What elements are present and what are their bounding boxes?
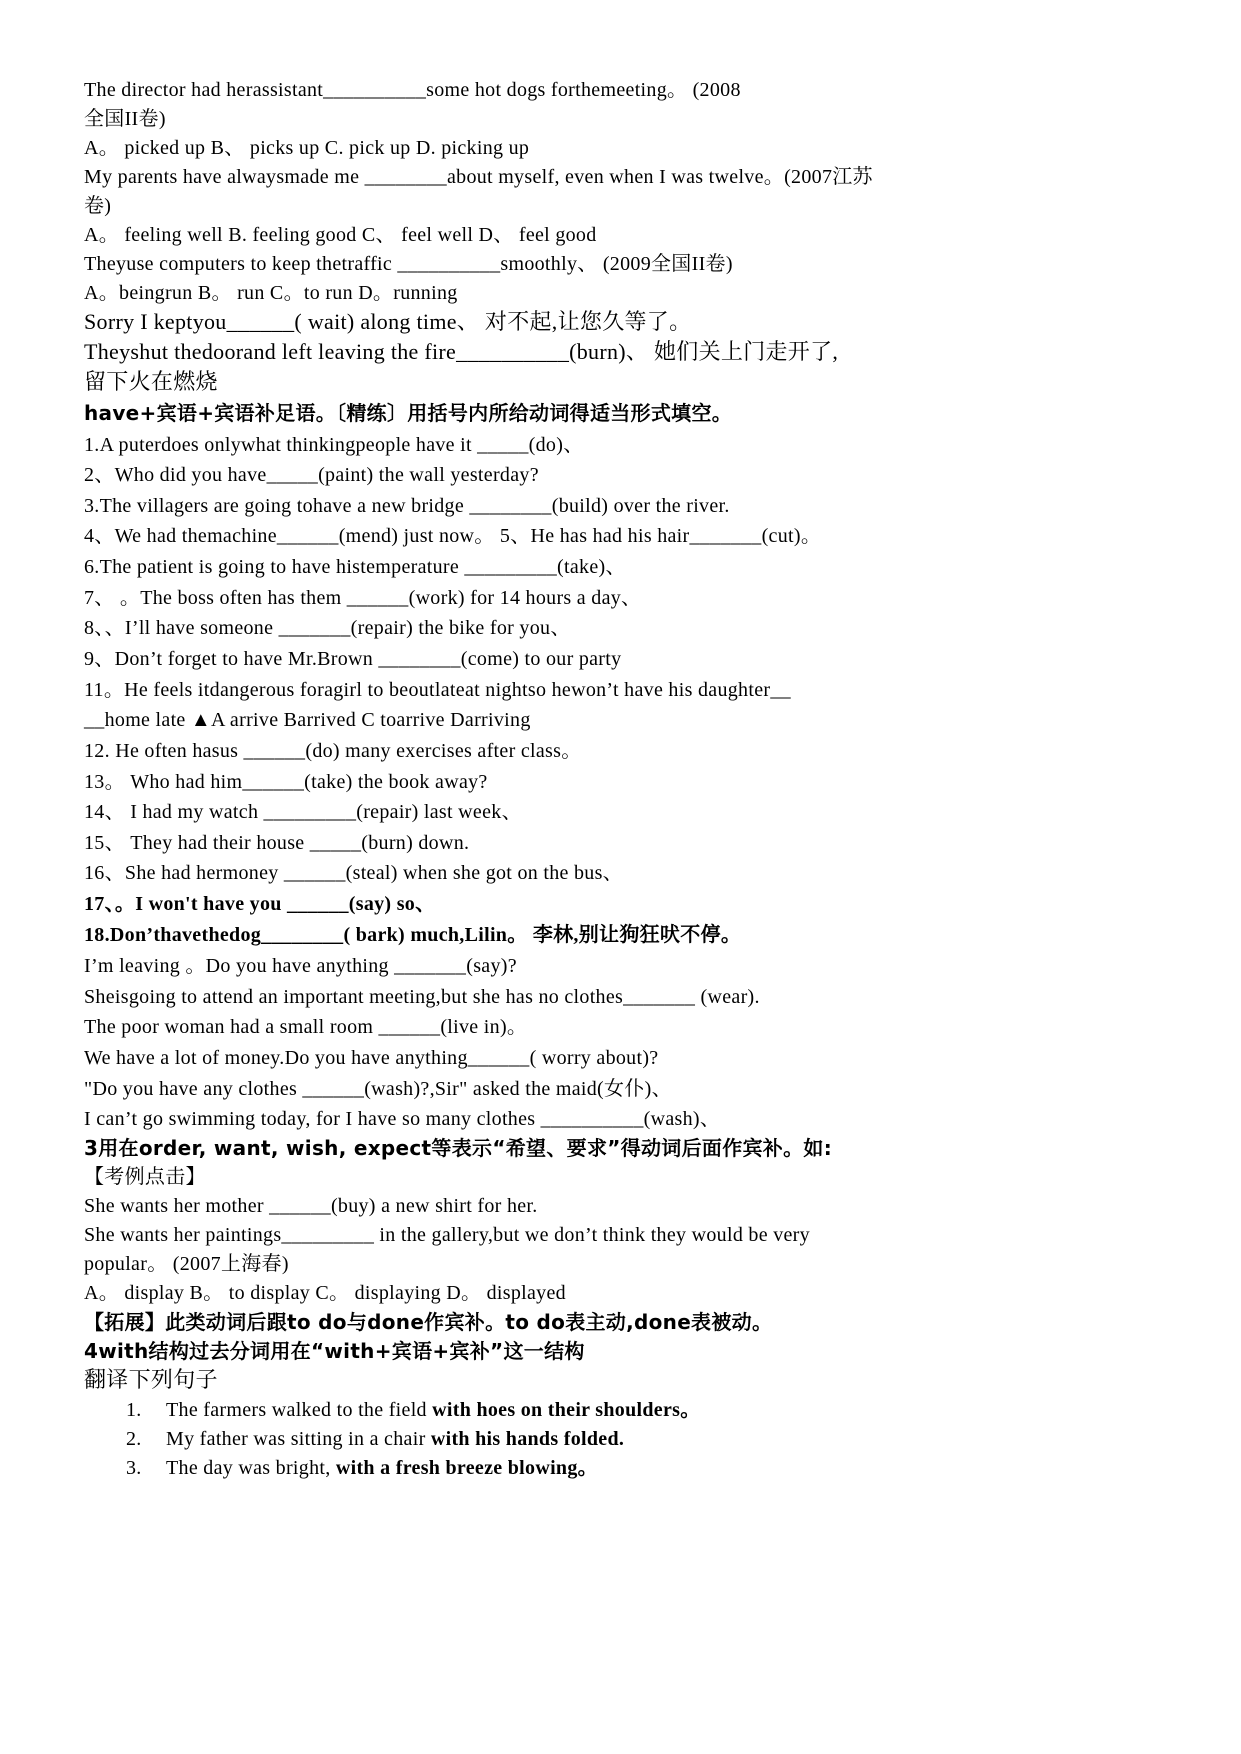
answer-options: __home late ▲A arrive Barrived C toarrive Darriving xyxy=(84,709,531,731)
question-source: 全国II卷) xyxy=(84,108,166,130)
answer-options: A。 feeling well B. feeling good C、 feel well D、 feel good xyxy=(84,224,597,246)
section-subheading: 翻译下列句子 xyxy=(84,1367,218,1392)
example-sentence: Theyshut thedoorand left leaving the fire__________(burn)、 她们关上门走开了, xyxy=(84,339,839,364)
translate-item xyxy=(126,1455,1181,1481)
item-number: 3. xyxy=(126,1457,142,1479)
item-number: 2. xyxy=(126,1428,142,1450)
question-line: The director had herassistant__________some hot dogs forthemeeting。 (2008 xyxy=(84,79,741,101)
item-emphasis: with hoes on their shoulders。 xyxy=(432,1399,701,1421)
section-subheading: 【考例点击】 xyxy=(84,1166,206,1188)
exercise-item: 8、、I’ll have someone _______(repair) the bike for you、 xyxy=(84,617,571,639)
exercise-item: 14、 I had my watch _________(repair) last week、 xyxy=(84,801,522,823)
item-text: The day was bright, xyxy=(166,1457,336,1479)
exercise-item: 18.Don’thavethedog________( bark) much,Lilin。 李林,别让狗狂吠不停。 xyxy=(84,924,742,946)
exercise-item: 2、Who did you have_____(paint) the wall yesterday? xyxy=(84,464,539,486)
exercise-item: 12. He often hasus ______(do) many exercises after class。 xyxy=(84,740,582,762)
example-sentence: Sorry I keptyou______( wait) along time、 对不起,让您久等了。 xyxy=(84,309,692,334)
exercise-item: 11。He feels itdangerous foragirl to beoutlateat nightso hewon’t have his daughter__ xyxy=(84,679,791,701)
item-emphasis: with his hands folded. xyxy=(430,1428,625,1450)
answer-options: A。beingrun B。 run C。to run D。running xyxy=(84,282,458,304)
section-heading: 3用在order, want, wish, expect等表示“希望、要求”得动词后面作宾补。如: xyxy=(84,1136,832,1160)
answer-options: A。 picked up B、 picks up C. pick up D. picking up xyxy=(84,137,530,159)
exercise-item: 15、 They had their house _____(burn) down. xyxy=(84,832,470,854)
exercise-item: 17、。I won't have you ______(say) so、 xyxy=(84,893,436,915)
item-number: 1. xyxy=(126,1399,142,1421)
exercise-item: 4、We had themachine______(mend) just now。 5、He has had his hair_______(cut)。 xyxy=(84,525,822,547)
item-text: My father was sitting in a chair xyxy=(166,1428,431,1450)
item-text: The farmers walked to the field xyxy=(166,1399,433,1421)
exercise-item: 7、 。The boss often has them ______(work) for 14 hours a day、 xyxy=(84,587,642,609)
exercise-item: 9、Don’t forget to have Mr.Brown ________(come) to our party xyxy=(84,648,622,670)
question-line: My parents have alwaysmade me ________about myself, even when I was twelve。(2007江苏 xyxy=(84,166,873,188)
section-heading: 4with结构过去分词用在“with+宾语+宾补”这一结构 xyxy=(84,1339,585,1363)
answer-options: A。 display B。 to display C。 displaying D。 displayed xyxy=(84,1282,566,1304)
question-source: popular。 (2007上海春) xyxy=(84,1253,289,1275)
exercise-item: The poor woman had a small room ______(live in)。 xyxy=(84,1016,528,1038)
exercise-item: I’m leaving 。Do you have anything _______(say)? xyxy=(84,955,517,977)
exercise-item: 13。 Who had him______(take) the book away? xyxy=(84,771,488,793)
translate-item xyxy=(126,1397,1181,1423)
section-note: 【拓展】此类动词后跟to do与done作宾补。to do表主动,done表被动。 xyxy=(84,1310,773,1334)
exercise-item: Sheisgoing to attend an important meeting,but she has no clothes_______ (wear). xyxy=(84,986,760,1008)
question-source: 卷) xyxy=(84,195,112,217)
exercise-item: 6.The patient is going to have histemperature _________(take)、 xyxy=(84,556,626,578)
item-emphasis: with a fresh breeze blowing。 xyxy=(335,1457,598,1479)
exercise-item: She wants her mother ______(buy) a new shirt for her. xyxy=(84,1195,538,1217)
exercise-item: I can’t go swimming today, for I have so many clothes __________(wash)、 xyxy=(84,1108,721,1130)
exercise-item: 16、She had hermoney ______(steal) when she got on the bus、 xyxy=(84,862,623,884)
exercise-item: We have a lot of money.Do you have anything______( worry about)? xyxy=(84,1047,659,1069)
exercise-item: 1.A puterdoes onlywhat thinkingpeople have it _____(do)、 xyxy=(84,434,584,456)
exercise-item: "Do you have any clothes ______(wash)?,Sir" asked the maid(女仆)、 xyxy=(84,1078,672,1100)
example-translation: 留下火在燃烧 xyxy=(84,369,218,394)
section-heading: have+宾语+宾语补足语。〔精练〕用括号内所给动词得适当形式填空。 xyxy=(84,401,733,425)
question-line: Theyuse computers to keep thetraffic __________smoothly、 (2009全国II卷) xyxy=(84,253,733,275)
translate-item xyxy=(126,1426,1181,1452)
question-line: She wants her paintings_________ in the gallery,but we don’t think they would be very xyxy=(84,1224,810,1246)
exercise-item: 3.The villagers are going tohave a new bridge ________(build) over the river. xyxy=(84,495,730,517)
